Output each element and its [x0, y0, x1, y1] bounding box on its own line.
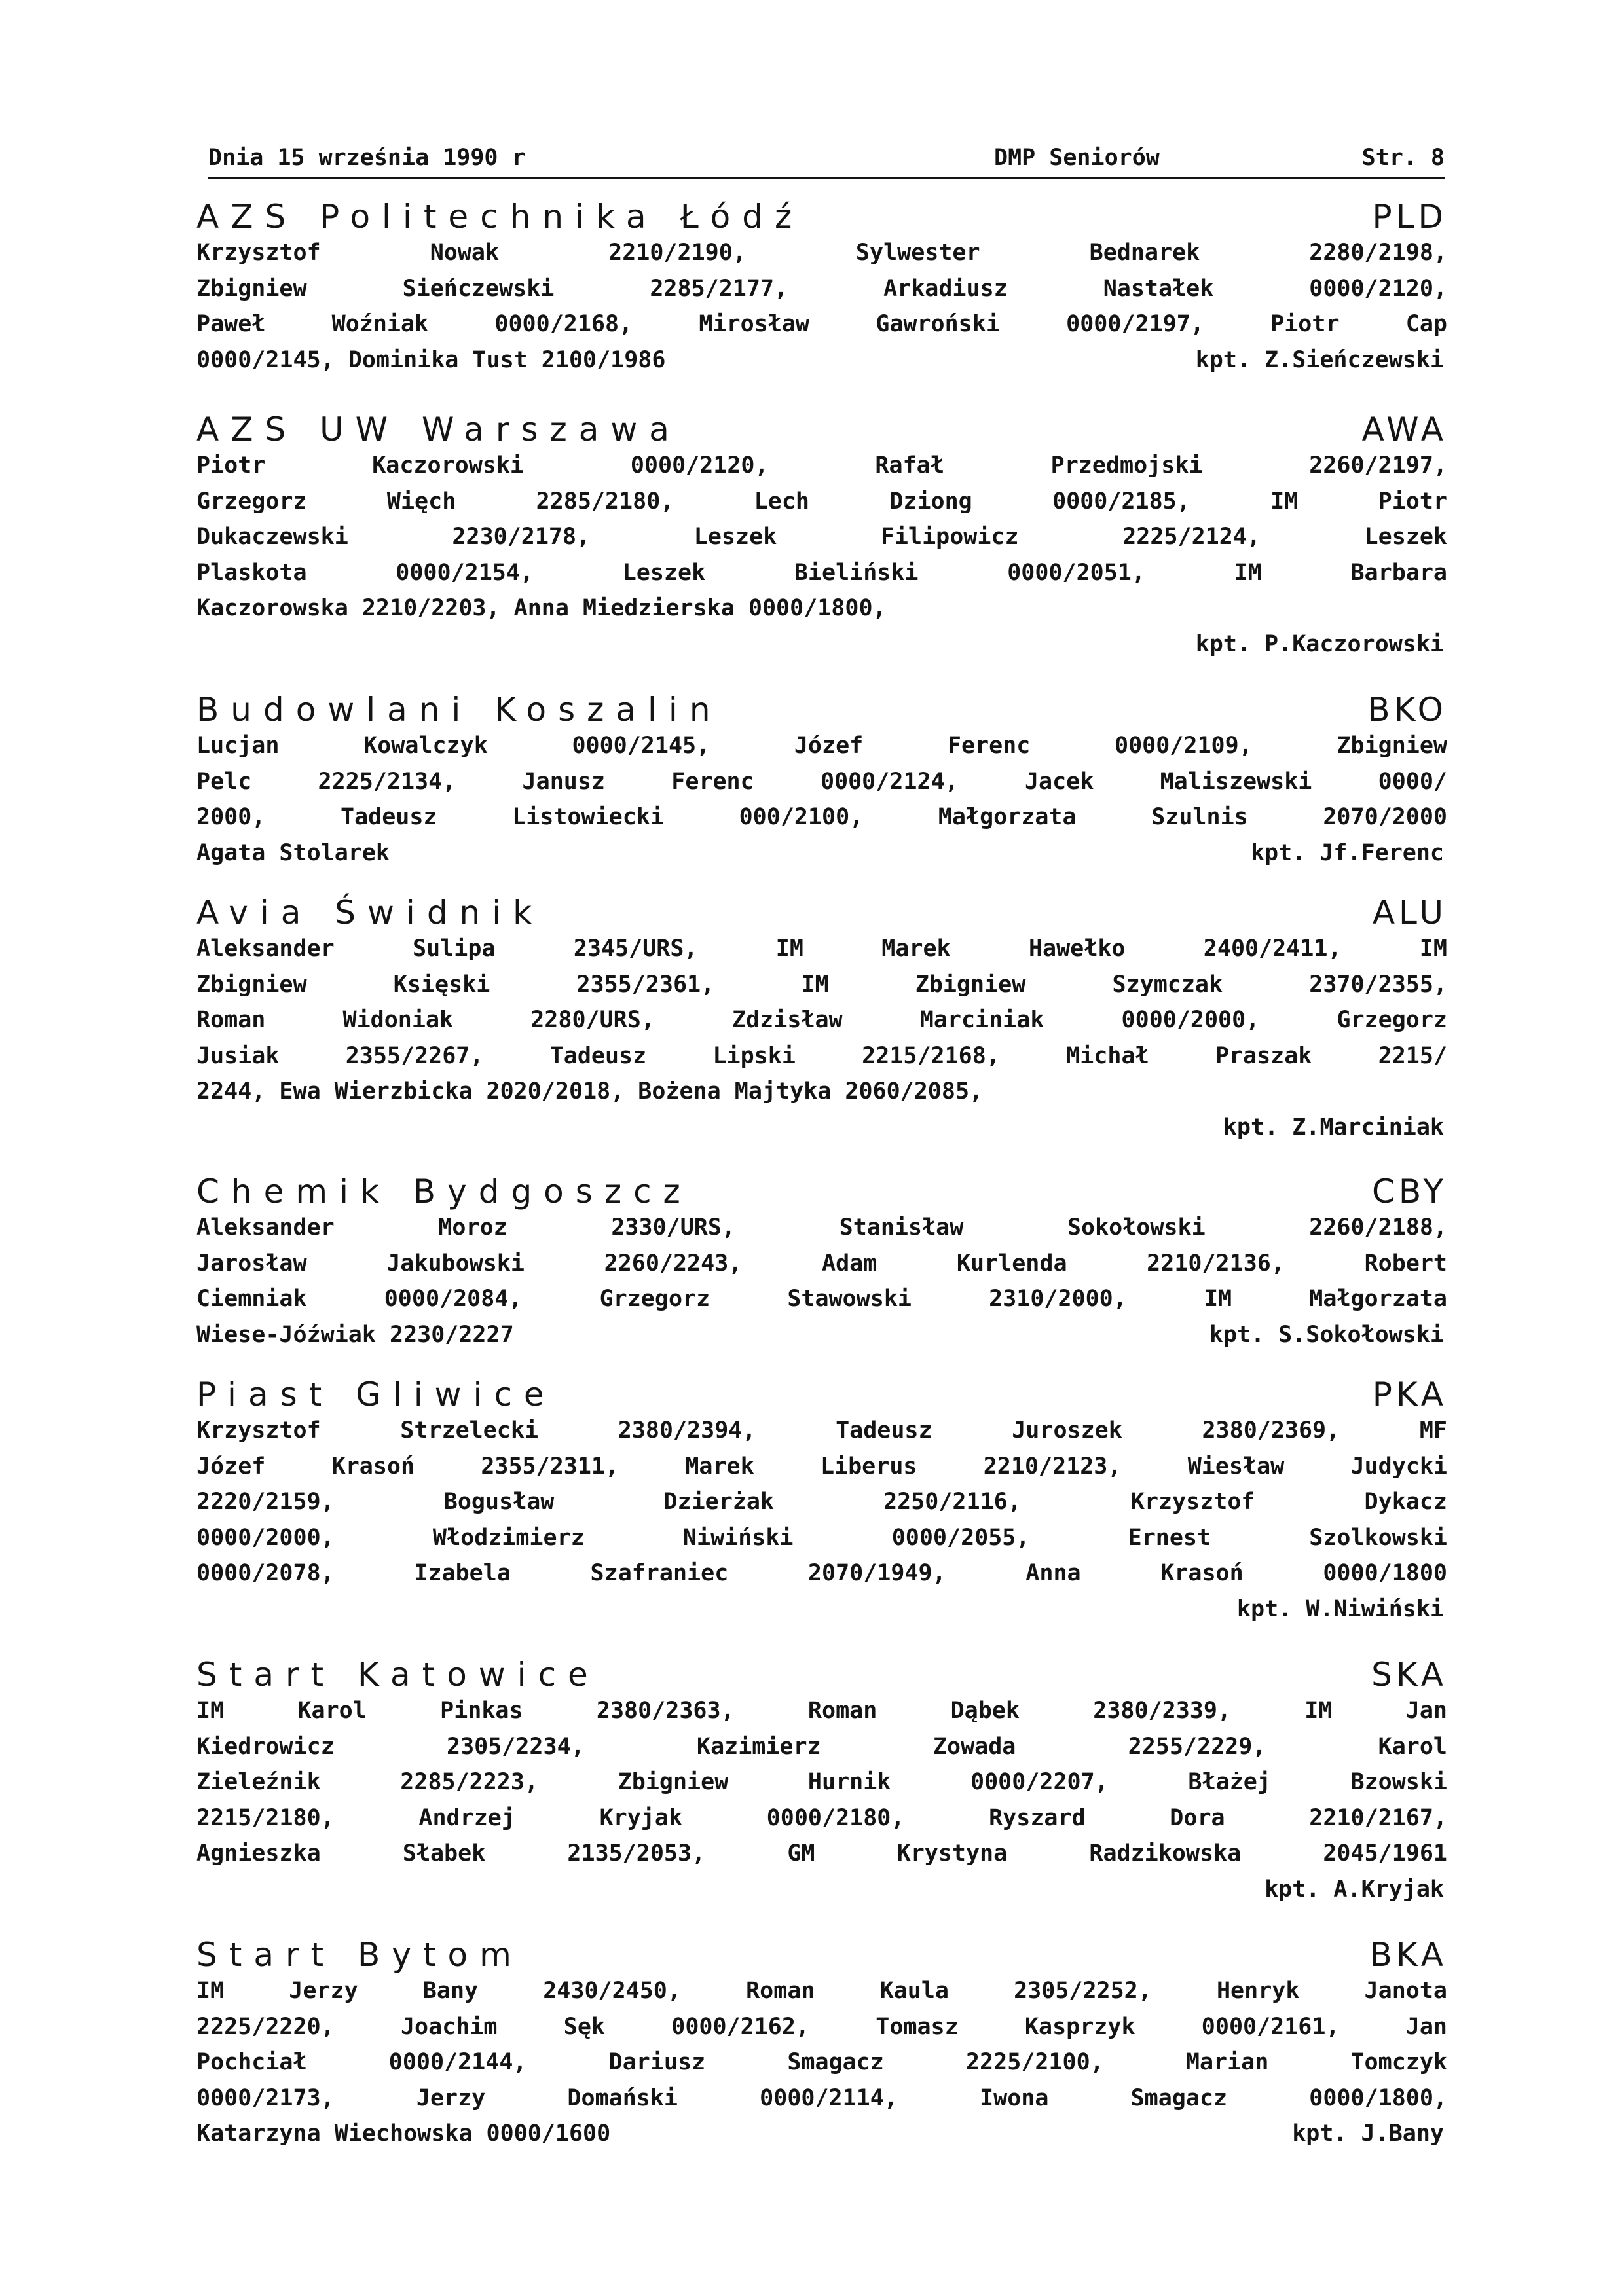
roster-line: 2244, Ewa Wierzbicka 2020/2018, Bożena Majtyka 2060/2085,	[196, 1078, 984, 1104]
roster-line: Dukaczewski 2230/2178, Leszek Filipowicz 2225/2124, Leszek	[196, 524, 1447, 550]
roster-line: Aleksander Sulipa 2345/URS, IM Marek Hawełko 2400/2411, IM	[196, 936, 1447, 962]
roster-line: Józef Krasoń 2355/2311, Marek Liberus 2210/2123, Wiesław Judycki	[196, 1453, 1447, 1480]
roster-line: Ciemniak 0000/2084, Grzegorz Stawowski 2310/2000, IM Małgorzata	[196, 1286, 1447, 1312]
roster-line: Paweł Woźniak 0000/2168, Mirosław Gawroński 0000/2197, Piotr Cap	[196, 311, 1447, 337]
team-name: AZS Politechnika Łódź	[196, 198, 804, 236]
team-name: Avia Świdnik	[196, 894, 544, 932]
team-captain: kpt. W.Niwiński	[1236, 1595, 1444, 1622]
roster-line: Lucjan Kowalczyk 0000/2145, Józef Ferenc 0000/2109, Zbigniew	[196, 733, 1447, 759]
roster-line: 2215/2180, Andrzej Kryjak 0000/2180, Ryszard Dora 2210/2167,	[196, 1804, 1447, 1831]
roster-line: Jarosław Jakubowski 2260/2243, Adam Kurlenda 2210/2136, Robert	[196, 1250, 1447, 1277]
roster-line: Krzysztof Nowak 2210/2190, Sylwester Bednarek 2280/2198,	[196, 240, 1447, 266]
team-block	[196, 1173, 1447, 1353]
roster-line: Agnieszka Słabek 2135/2053, GM Krystyna Radzikowska 2045/1961	[196, 1840, 1447, 1867]
roster-line: Pelc 2225/2134, Janusz Ferenc 0000/2124, Jacek Maliszewski 0000/	[196, 768, 1447, 795]
team-roster	[196, 1210, 1447, 1353]
team-heading	[196, 411, 1447, 448]
roster-line: Pochciał 0000/2144, Dariusz Smagacz 2225/2100, Marian Tomczyk	[196, 2049, 1447, 2075]
team-code: ALU	[1372, 894, 1447, 932]
roster-line: 0000/2078, Izabela Szafraniec 2070/1949, Anna Krasoń 0000/1800	[196, 1560, 1447, 1586]
team-captain: kpt. J.Bany	[1292, 2121, 1444, 2147]
team-heading	[196, 894, 1447, 931]
roster-line: IM Karol Pinkas 2380/2363, Roman Dąbek 2380/2339, IM Jan	[196, 1698, 1447, 1724]
team-block	[196, 894, 1447, 1145]
header-date: Dnia 15 września 1990 r	[208, 145, 526, 171]
team-code: SKA	[1371, 1656, 1447, 1694]
team-name: Budowlani Koszalin	[196, 691, 722, 729]
team-captain: kpt. A.Kryjak	[1264, 1876, 1444, 1903]
team-heading	[196, 691, 1447, 728]
roster-line-with-captain	[196, 835, 1447, 871]
team-roster	[196, 931, 1447, 1110]
roster-line: Kaczorowska 2210/2203, Anna Miedzierska 0000/1800,	[196, 595, 887, 621]
team-heading	[196, 1376, 1447, 1413]
team-name: Piast Gliwice	[196, 1376, 556, 1413]
team-roster	[196, 235, 1447, 378]
team-captain: kpt. Jf.Ferenc	[1250, 839, 1444, 866]
team-heading	[196, 198, 1447, 235]
roster-line: Roman Widoniak 2280/URS, Zdzisław Marciniak 0000/2000, Grzegorz	[196, 1007, 1447, 1033]
roster-line: Zbigniew Sieńczewski 2285/2177, Arkadiusz Nastałek 0000/2120,	[196, 275, 1447, 302]
team-captain: kpt. S.Sokołowski	[1209, 1321, 1444, 1348]
team-block	[196, 1376, 1447, 1627]
roster-line: Wiese-Jóźwiak 2230/2227	[196, 1321, 514, 1348]
team-block	[196, 691, 1447, 871]
header-page-number: Str. 8	[1361, 145, 1445, 171]
roster-line: Zieleźnik 2285/2223, Zbigniew Hurnik 0000/2207, Błażej Bzowski	[196, 1769, 1447, 1795]
team-block	[196, 411, 1447, 662]
roster-line: 2220/2159, Bogusław Dzierżak 2250/2116, Krzysztof Dykacz	[196, 1489, 1447, 1515]
roster-line: Piotr Kaczorowski 0000/2120, Rafał Przedmojski 2260/2197,	[196, 452, 1447, 479]
page-header	[208, 141, 1445, 179]
team-heading	[196, 1173, 1447, 1210]
team-code: CBY	[1371, 1173, 1447, 1211]
team-roster	[196, 728, 1447, 871]
roster-line: Kiedrowicz 2305/2234, Kazimierz Zowada 2255/2229, Karol	[196, 1733, 1447, 1760]
roster-line: Zbigniew Księski 2355/2361, IM Zbigniew Szymczak 2370/2355,	[196, 971, 1447, 998]
team-roster	[196, 1973, 1447, 2152]
team-code: PLD	[1372, 198, 1447, 236]
roster-line: 0000/2145, Dominika Tust 2100/1986	[196, 346, 666, 373]
team-block	[196, 1656, 1447, 1907]
team-block	[196, 198, 1447, 378]
team-block	[196, 1937, 1447, 2152]
team-code: BKO	[1367, 691, 1447, 729]
roster-line-with-captain	[196, 342, 1447, 378]
team-name: Chemik Bydgoszcz	[196, 1173, 692, 1211]
roster-line: Agata Stolarek	[196, 839, 390, 866]
team-code: PKA	[1372, 1376, 1447, 1413]
team-captain: kpt. P.Kaczorowski	[1195, 630, 1444, 657]
roster-line: 0000/2173, Jerzy Domański 0000/2114, Iwona Smagacz 0000/1800,	[196, 2085, 1447, 2111]
team-code: BKA	[1369, 1936, 1447, 1974]
roster-line-with-captain	[196, 1317, 1447, 1353]
team-code: AWA	[1361, 410, 1447, 448]
roster-line: Aleksander Moroz 2330/URS, Stanisław Sokołowski 2260/2188,	[196, 1214, 1447, 1241]
team-roster	[196, 1693, 1447, 1872]
team-captain: kpt. Z.Marciniak	[1223, 1114, 1444, 1140]
roster-line: Krzysztof Strzelecki 2380/2394, Tadeusz Juroszek 2380/2369, MF	[196, 1417, 1447, 1444]
roster-line: 2225/2220, Joachim Sęk 0000/2162, Tomasz Kasprzyk 0000/2161, Jan	[196, 2013, 1447, 2040]
team-heading	[196, 1937, 1447, 1973]
roster-line: 2000, Tadeusz Listowiecki 000/2100, Małgorzata Szulnis 2070/2000	[196, 804, 1447, 830]
team-captain: kpt. Z.Sieńczewski	[1195, 346, 1444, 373]
team-name: AZS UW Warszawa	[196, 410, 681, 448]
roster-line: Plaskota 0000/2154, Leszek Bieliński 0000/2051, IM Barbara	[196, 559, 1447, 586]
header-event: DMP Seniorów	[994, 145, 1160, 171]
roster-line: 0000/2000, Włodzimierz Niwiński 0000/2055, Ernest Szolkowski	[196, 1524, 1447, 1551]
roster-line: Katarzyna Wiechowska 0000/1600	[196, 2121, 611, 2147]
team-name: Start Bytom	[196, 1936, 523, 1974]
team-heading	[196, 1656, 1447, 1693]
team-roster	[196, 1413, 1447, 1592]
team-roster	[196, 448, 1447, 627]
roster-line: Jusiak 2355/2267, Tadeusz Lipski 2215/2168, Michał Praszak 2215/	[196, 1042, 1447, 1069]
roster-line: Grzegorz Więch 2285/2180, Lech Dziong 0000/2185, IM Piotr	[196, 488, 1447, 515]
team-name: Start Katowice	[196, 1656, 600, 1694]
roster-line: IM Jerzy Bany 2430/2450, Roman Kaula 2305/2252, Henryk Janota	[196, 1978, 1447, 2004]
roster-line-with-captain	[196, 2116, 1447, 2152]
